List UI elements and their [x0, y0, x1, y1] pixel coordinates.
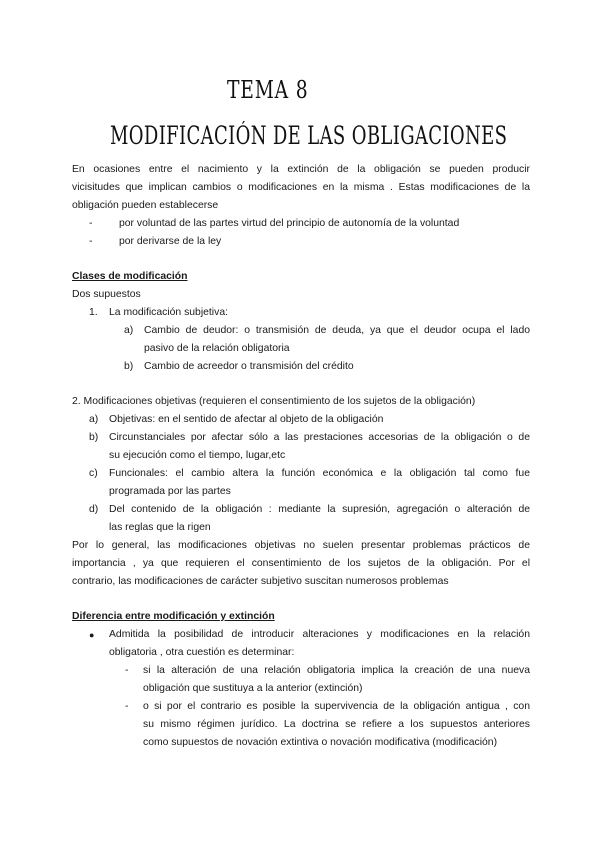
letter-marker: a): [89, 414, 99, 425]
number-marker: 1.: [89, 307, 98, 318]
list-item-text: si la alteración de una relación obligatoria implica la creación de una nueva: [143, 665, 530, 676]
intro-line: En ocasiones entre el nacimiento y la extinción de la obligación se pueden producir: [72, 164, 530, 175]
list-item-text: Cambio de acreedor o transmisión del crédito: [144, 361, 354, 372]
letter-marker: a): [124, 325, 134, 336]
list-item: [72, 411, 530, 429]
list-item-text: Circunstanciales por afectar sólo a las prestaciones accesorias de la obligación o de: [109, 432, 530, 443]
bullet-icon: ●: [89, 630, 95, 640]
list-item: [72, 698, 530, 752]
dash-marker: -: [89, 218, 93, 229]
closing-paragraph: [72, 537, 530, 591]
letter-marker: b): [89, 432, 99, 443]
section-heading-clases: Clases de modificación: [72, 271, 188, 282]
list-item-text: obligatoria , otra cuestión es determinar:: [109, 647, 295, 658]
list-item-text: o si por el contrario es posible la supervivencia de la obligación antigua , con: [143, 701, 530, 712]
document-title-number: TEMA 8: [227, 76, 309, 104]
intro-line: obligación pueden establecerse: [72, 200, 219, 211]
dash-marker: -: [125, 665, 129, 676]
paragraph-line: Por lo general, las modificaciones objetivas no suelen presentar problemas prácticos de: [72, 540, 530, 551]
list-item: [72, 358, 530, 376]
intro-paragraph: [72, 161, 530, 215]
list-item: [72, 626, 530, 662]
letter-marker: b): [124, 361, 134, 372]
list-item: [72, 662, 530, 698]
list-item-text: pasivo de la relación obligatoria: [144, 343, 290, 354]
list-item-text: por derivarse de la ley: [119, 236, 222, 247]
list-item-text: La modificación subjetiva:: [109, 307, 228, 318]
list-item: [72, 304, 530, 322]
list-item-text: por voluntad de las partes virtud del principio de autonomía de la voluntad: [119, 218, 460, 229]
section-heading-diferencia: Diferencia entre modificación y extinción: [72, 611, 275, 622]
letter-marker: c): [89, 468, 98, 479]
list-item-text: su mismo régimen jurídico. La doctrina se refiere a los supuestos anteriores: [143, 719, 530, 730]
paragraph-line: importancia , ya que requieren el consentimiento de los sujetos de la obligación. Por el: [72, 558, 530, 569]
document-body: [72, 161, 530, 752]
document-title: MODIFICACIÓN DE LAS OBLIGACIONES: [110, 121, 508, 150]
list-item-text: Admitida la posibilidad de introducir alteraciones y modificaciones en la relación: [109, 629, 530, 640]
list-item: [72, 215, 530, 233]
list-item: [72, 501, 530, 537]
list-item: [72, 465, 530, 501]
list-item-text: obligación que sustituya a la anterior (extinción): [143, 683, 363, 694]
section-subtitle: Dos supuestos: [72, 289, 141, 300]
list-item-objective: 2. Modificaciones objetivas (requieren el consentimiento de los sujetos de la obligación): [72, 396, 476, 407]
list-item-text: Del contenido de la obligación : mediante la supresión, agregación o alteración de: [109, 504, 530, 515]
list-item-text: Cambio de deudor: o transmisión de deuda, ya que el deudor ocupa el lado: [144, 325, 530, 336]
dash-marker: -: [125, 701, 129, 712]
list-item-text: programada por las partes: [109, 486, 231, 497]
list-item: [72, 322, 530, 358]
intro-line: vicisitudes que implican cambios o modificaciones en la misma . Estas modificaciones de la: [72, 182, 530, 193]
list-item-text: las reglas que la rigen: [109, 522, 211, 533]
list-item: [72, 233, 530, 251]
list-item-text: como supuestos de novación extintiva o novación modificativa (modificación): [143, 737, 498, 748]
paragraph-line: contrario, las modificaciones de carácter subjetivo suscitan numerosos problemas: [72, 576, 449, 587]
list-item: [72, 429, 530, 465]
dash-marker: -: [89, 236, 93, 247]
list-item-text: Objetivas: en el sentido de afectar al objeto de la obligación: [109, 414, 384, 425]
list-item-text: Funcionales: el cambio altera la función económica e la obligación tal como fue: [109, 468, 530, 479]
letter-marker: d): [89, 504, 99, 515]
list-item-text: su ejecución como el tiempo, lugar,etc: [109, 450, 286, 461]
